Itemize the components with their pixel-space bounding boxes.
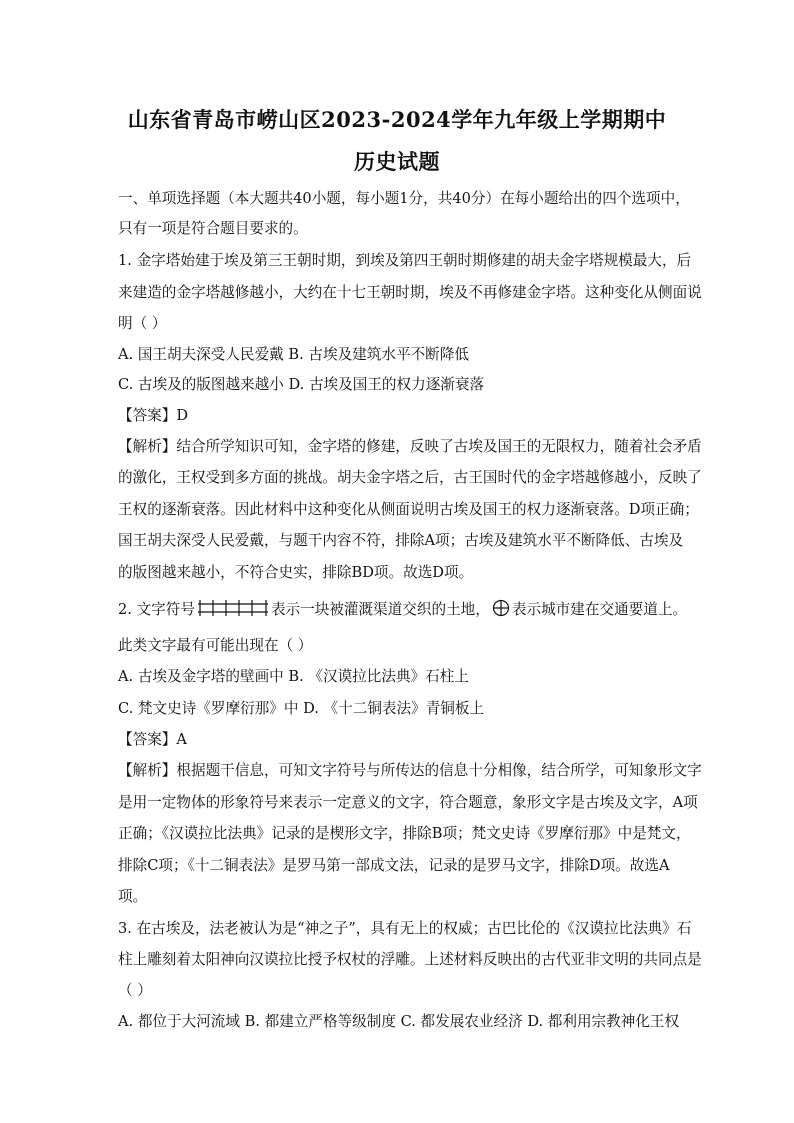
question-1-stem: 明（ ） (118, 315, 167, 332)
question-3-options: A. 都位于大河流域 B. 都建立严格等级制度 C. 都发展农业经济 D. 都利用宗教神化王权 (118, 1013, 680, 1030)
question-1-stem: 来建造的金字塔越修越小，大约在十七王朝时期，埃及不再修建金字塔。这种变化从侧面说 (118, 284, 702, 301)
question-3-stem: 3. 在古埃及，法老被认为是“神之子”，具有无上的权威；古巴比伦的《汉谟拉比法典》石 (118, 920, 692, 937)
exam-title: 山东省青岛市崂山区2023-2024学年九年级上学期期中 (127, 107, 667, 132)
question-3-stem: 柱上雕刻着太阳神向汉谟拉比授予权杖的浮雕。上述材料反映出的古代亚非文明的共同点是 (118, 951, 702, 968)
question-2-analysis: 正确；《汉谟拉比法典》记录的是楔形文字，排除B项；梵文史诗《罗摩衍那》中是梵文， (118, 825, 691, 842)
question-2-answer: 【答案】A (118, 731, 187, 748)
question-1-analysis: 【解析】结合所学知识可知，金字塔的修建，反映了古埃及国王的无限权力，随着社会矛盾 (118, 438, 702, 455)
question-2-stem-part: 表示一块被灌溉渠道交织的土地， (270, 601, 490, 618)
exam-subject: 历史试题 (354, 149, 440, 174)
question-2-stem-part: 表示城市建在交通要道上。 (511, 601, 688, 618)
question-1-analysis: 国王胡夫深受人民爱戴，与题干内容不符，排除A项；古埃及建筑水平不断降低、古埃及 (118, 532, 684, 549)
question-2-analysis: 是用一定物体的形象符号来表示一定意义的文字，符合题意，象形文字是古埃及文字，A项 (118, 794, 698, 811)
question-1-analysis: 的激化，王权受到多方面的挑战。胡夫金字塔之后，古王国时代的金字塔越修越小，反映了 (118, 469, 702, 486)
question-1-analysis: 的版图越来越小，不符合史实，排除BD项。故选D项。 (118, 564, 474, 581)
city-crossroads-glyph-icon (492, 599, 510, 621)
question-1-stem: 1. 金字塔始建于埃及第三王朝时期，到埃及第四王朝时期修建的胡夫金字塔规模最大，后 (118, 252, 692, 269)
question-2-stem-part: 2. 文字符号 (118, 601, 195, 618)
section-instruction: 一、单项选择题（本大题共40小题，每小题1分，共40分）在每小题给出的四个选项中， (118, 190, 690, 207)
question-1-analysis: 王权的逐渐衰落。因此材料中这种变化从侧面说明古埃及国王的权力逐渐衰落。D项正确； (118, 501, 699, 518)
question-2-analysis: 排除C项；《十二铜表法》是罗马第一部成文法，记录的是罗马文字，排除D项。故选A (118, 857, 670, 874)
question-1-options: A. 国王胡夫深受人民爱戴 B. 古埃及建筑水平不断降低 (118, 346, 469, 363)
question-1-options: C. 古埃及的版图越来越小 D. 古埃及国王的权力逐渐衰落 (118, 376, 485, 393)
question-2-analysis: 【解析】根据题干信息，可知文字符号与所传达的信息十分相像，结合所学，可知象形文字 (118, 762, 702, 779)
question-2-options: C. 梵文史诗《罗摩衍那》中 D. 《十二铜表法》青铜板上 (118, 700, 485, 717)
question-2-stem: 此类文字最有可能出现在（ ） (118, 637, 313, 654)
question-2-stem (118, 598, 687, 621)
irrigated-field-glyph-icon (197, 600, 269, 620)
question-2-analysis: 项。 (118, 888, 148, 905)
question-3-stem: （ ） (118, 982, 152, 999)
question-1-answer: 【答案】D (118, 407, 189, 424)
section-instruction: 只有一项是符合题目要求的。 (118, 220, 308, 237)
question-2-options: A. 古埃及金字塔的壁画中 B. 《汉谟拉比法典》石柱上 (118, 668, 469, 685)
